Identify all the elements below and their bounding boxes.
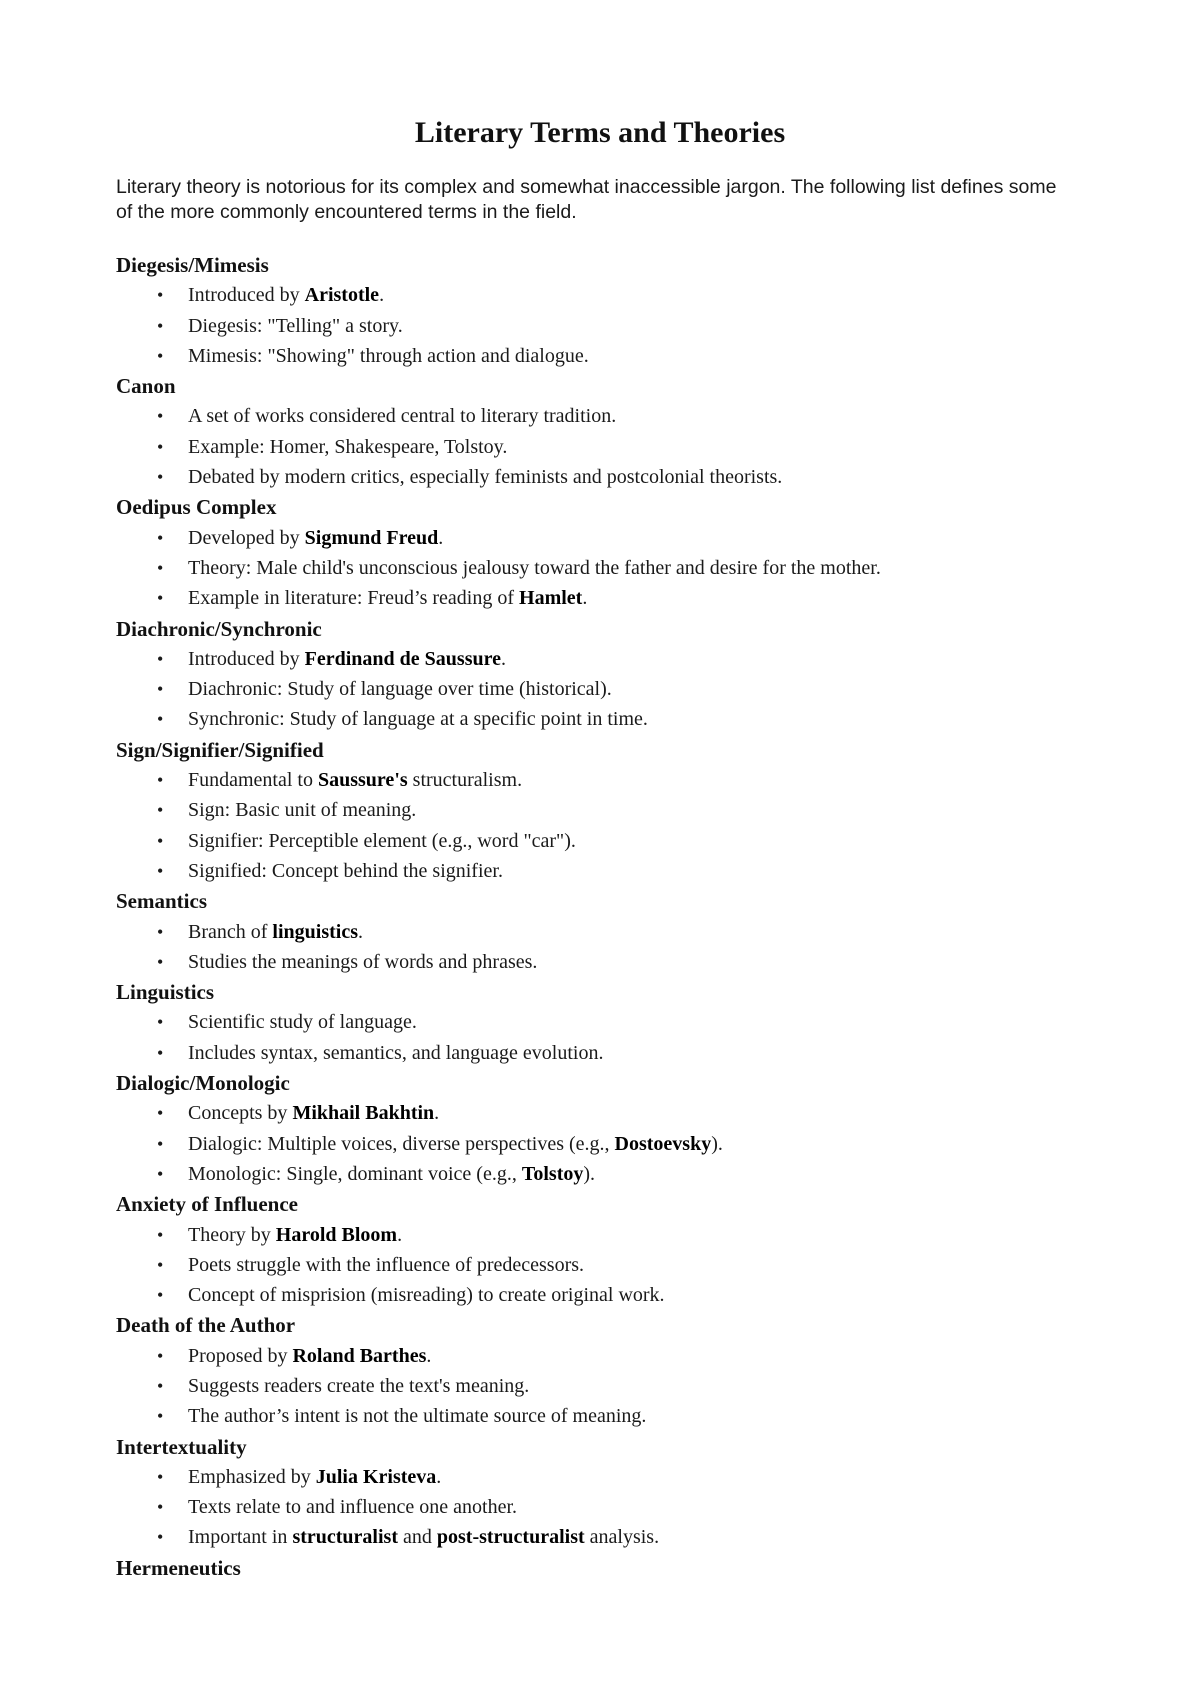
item-text: Emphasized by: [188, 1465, 316, 1488]
item-text: ).: [583, 1162, 596, 1185]
item-text: ).: [711, 1132, 723, 1155]
list-item: [116, 1129, 1116, 1159]
bullet-icon: •: [157, 770, 164, 791]
term-heading: Oedipus Complex: [116, 495, 277, 520]
item-text: The author’s intent is not the ultimate source of meaning.: [188, 1405, 647, 1428]
term-bullet-list: [116, 644, 1116, 735]
bullet-icon: •: [157, 1345, 164, 1366]
term-bullet-list: [116, 1098, 1116, 1189]
bullet-icon: •: [157, 830, 164, 851]
item-text: .: [426, 1344, 432, 1367]
term-heading: Anxiety of Influence: [116, 1192, 298, 1217]
list-item: [116, 1098, 1116, 1128]
item-text: Scientific study of language.: [188, 1011, 417, 1034]
bullet-icon: •: [157, 467, 164, 488]
list-item: [116, 765, 1116, 795]
list-item: [116, 826, 1116, 856]
bullet-icon: •: [157, 1466, 164, 1487]
list-item: [116, 1250, 1116, 1280]
emphasized-name: post-structuralist: [436, 1526, 585, 1549]
term-section: [116, 1189, 1116, 1310]
emphasized-name: Tolstoy: [521, 1162, 584, 1185]
intro-paragraph: Literary theory is notorious for its complex and somewhat inaccessible jargon. The following list defines some of the more commonly encountered terms in the field.: [116, 176, 1057, 223]
bullet-icon: •: [157, 1285, 164, 1306]
item-text: .: [436, 1465, 442, 1488]
item-text: Example in literature: Freud’s reading of: [188, 587, 520, 610]
emphasized-name: Sigmund Freud: [304, 526, 439, 549]
bullet-icon: •: [157, 921, 164, 942]
item-text: Texts relate to and influence one another.: [188, 1496, 518, 1519]
item-text: A set of works considered central to literary tradition.: [188, 405, 617, 428]
list-item: [116, 1007, 1116, 1037]
list-item: [116, 947, 1116, 977]
list-item: [116, 280, 1116, 310]
term-heading: Diachronic/Synchronic: [116, 616, 322, 641]
term-heading: Diegesis/Mimesis: [116, 253, 269, 277]
bullet-icon: •: [157, 588, 164, 609]
item-text: Diachronic: Study of language over time (historical).: [188, 678, 612, 701]
list-item: [116, 1522, 1116, 1552]
term-section: [116, 1553, 1116, 1583]
list-item: [116, 523, 1116, 553]
term-section: [116, 492, 1116, 613]
list-item: [116, 1280, 1116, 1310]
bullet-icon: •: [157, 1012, 164, 1033]
item-text: .: [582, 587, 588, 610]
item-text: .: [379, 284, 385, 307]
item-text: Important in: [188, 1526, 293, 1549]
term-bullet-list: [116, 401, 1116, 492]
item-text: Developed by: [188, 526, 305, 549]
list-item: [116, 311, 1116, 341]
item-text: Concept of misprision (misreading) to create original work.: [188, 1284, 665, 1307]
term-bullet-list: [116, 1220, 1116, 1311]
term-heading: Death of the Author: [116, 1313, 296, 1338]
bullet-icon: •: [157, 860, 164, 881]
item-text: Introduced by: [188, 284, 305, 307]
item-text: Proposed by: [188, 1344, 293, 1367]
page-title: Literary Terms and Theories: [414, 116, 786, 149]
bullet-icon: •: [157, 1103, 164, 1124]
item-text: Theory: Male child's unconscious jealousy toward the father and desire for the mother.: [188, 556, 881, 579]
bullet-icon: •: [157, 527, 164, 548]
term-bullet-list: [116, 1462, 1116, 1553]
term-bullet-list: [116, 765, 1116, 886]
emphasized-name: Roland Barthes: [292, 1344, 427, 1367]
item-text: .: [358, 920, 363, 943]
list-item: [116, 401, 1116, 431]
item-text: Fundamental to: [188, 769, 318, 792]
bullet-icon: •: [157, 1042, 164, 1063]
term-section: [116, 614, 1116, 735]
item-text: .: [438, 526, 444, 549]
emphasized-name: Aristotle: [304, 284, 380, 307]
item-text: .: [501, 647, 506, 670]
emphasized-name: structuralist: [292, 1526, 398, 1549]
item-text: Debated by modern critics, especially feminists and postcolonial theorists.: [188, 466, 783, 489]
emphasized-name: Julia Kristeva: [315, 1465, 437, 1488]
list-item: [116, 1371, 1116, 1401]
list-item: [116, 432, 1116, 462]
term-section: [116, 1310, 1116, 1431]
item-text: analysis.: [584, 1526, 660, 1549]
term-section: [116, 977, 1116, 1068]
term-heading: Intertextuality: [116, 1434, 247, 1459]
term-section: [116, 886, 1116, 977]
term-heading: Semantics: [116, 889, 207, 914]
bullet-icon: •: [157, 1375, 164, 1396]
item-text: Dialogic: Multiple voices, diverse perspectives (e.g.,: [188, 1132, 615, 1155]
list-item: [116, 583, 1116, 613]
item-text: Signifier: Perceptible element (e.g., word "car").: [188, 829, 576, 852]
bullet-icon: •: [157, 315, 164, 336]
list-item: [116, 1038, 1116, 1068]
list-item: [116, 795, 1116, 825]
emphasized-name: Saussure's: [317, 769, 408, 792]
list-item: [116, 674, 1116, 704]
item-text: Poets struggle with the influence of predecessors.: [188, 1253, 585, 1276]
bullet-icon: •: [157, 345, 164, 366]
term-heading: Hermeneutics: [116, 1555, 241, 1580]
emphasized-name: linguistics: [272, 920, 358, 943]
bullet-icon: •: [157, 406, 164, 427]
emphasized-name: Hamlet: [519, 587, 583, 610]
item-text: Studies the meanings of words and phrases.: [188, 950, 538, 973]
term-section: [116, 250, 1116, 371]
list-item: [116, 341, 1116, 371]
item-text: .: [397, 1223, 403, 1246]
term-heading: Linguistics: [116, 980, 215, 1005]
list-item: [116, 917, 1116, 947]
list-item: [116, 1462, 1116, 1492]
bullet-icon: •: [157, 1406, 164, 1427]
emphasized-name: Ferdinand de Saussure: [304, 647, 501, 670]
bullet-icon: •: [157, 1527, 164, 1548]
term-bullet-list: [116, 917, 1116, 978]
bullet-icon: •: [157, 951, 164, 972]
term-bullet-list: [116, 1341, 1116, 1432]
bullet-icon: •: [157, 679, 164, 700]
list-item: [116, 644, 1116, 674]
term-bullet-list: [116, 523, 1116, 614]
item-text: Concepts by: [188, 1102, 293, 1125]
item-text: Synchronic: Study of language at a specific point in time.: [188, 708, 648, 731]
item-text: Sign: Basic unit of meaning.: [188, 799, 417, 822]
emphasized-name: Mikhail Bakhtin: [292, 1102, 435, 1125]
bullet-icon: •: [157, 648, 164, 669]
list-item: [116, 1220, 1116, 1250]
bullet-icon: •: [157, 1224, 164, 1245]
bullet-icon: •: [157, 1254, 164, 1275]
item-text: and: [397, 1526, 437, 1549]
bullet-icon: •: [157, 285, 164, 306]
term-section: [116, 1432, 1116, 1553]
list-item: [116, 1159, 1116, 1189]
bullet-icon: •: [157, 709, 164, 730]
list-item: [116, 553, 1116, 583]
item-text: Includes syntax, semantics, and language evolution.: [188, 1041, 604, 1064]
list-item: [116, 1492, 1116, 1522]
term-section: [116, 371, 1116, 492]
term-heading: Dialogic/Monologic: [116, 1071, 290, 1096]
item-text: structuralism.: [407, 769, 523, 792]
term-heading: Canon: [116, 374, 176, 399]
item-text: Example: Homer, Shakespeare, Tolstoy.: [188, 435, 508, 458]
list-item: [116, 1401, 1116, 1431]
term-bullet-list: [116, 280, 1116, 371]
bullet-icon: •: [157, 1163, 164, 1184]
item-text: Diegesis: "Telling" a story.: [188, 314, 403, 337]
emphasized-name: Harold Bloom: [275, 1223, 398, 1246]
term-bullet-list: [116, 1007, 1116, 1068]
item-text: .: [434, 1102, 440, 1125]
item-text: Branch of: [188, 920, 273, 943]
item-text: Signified: Concept behind the signifier.: [188, 859, 503, 882]
emphasized-name: Dostoevsky: [614, 1132, 712, 1155]
item-text: Theory by: [188, 1223, 276, 1246]
item-text: Monologic: Single, dominant voice (e.g.,: [188, 1162, 522, 1185]
bullet-icon: •: [157, 557, 164, 578]
item-text: Introduced by: [188, 647, 305, 670]
term-heading: Sign/Signifier/Signified: [116, 737, 324, 762]
bullet-icon: •: [157, 1497, 164, 1518]
bullet-icon: •: [157, 436, 164, 457]
list-item: [116, 704, 1116, 734]
bullet-icon: •: [157, 1133, 164, 1154]
term-section: [116, 735, 1116, 886]
list-item: [116, 1341, 1116, 1371]
bullet-icon: •: [157, 800, 164, 821]
item-text: Suggests readers create the text's meaning.: [188, 1374, 530, 1397]
terms-list: [116, 250, 1116, 1583]
term-section: [116, 1068, 1116, 1189]
list-item: [116, 856, 1116, 886]
list-item: [116, 462, 1116, 492]
item-text: Mimesis: "Showing" through action and dialogue.: [188, 344, 589, 367]
